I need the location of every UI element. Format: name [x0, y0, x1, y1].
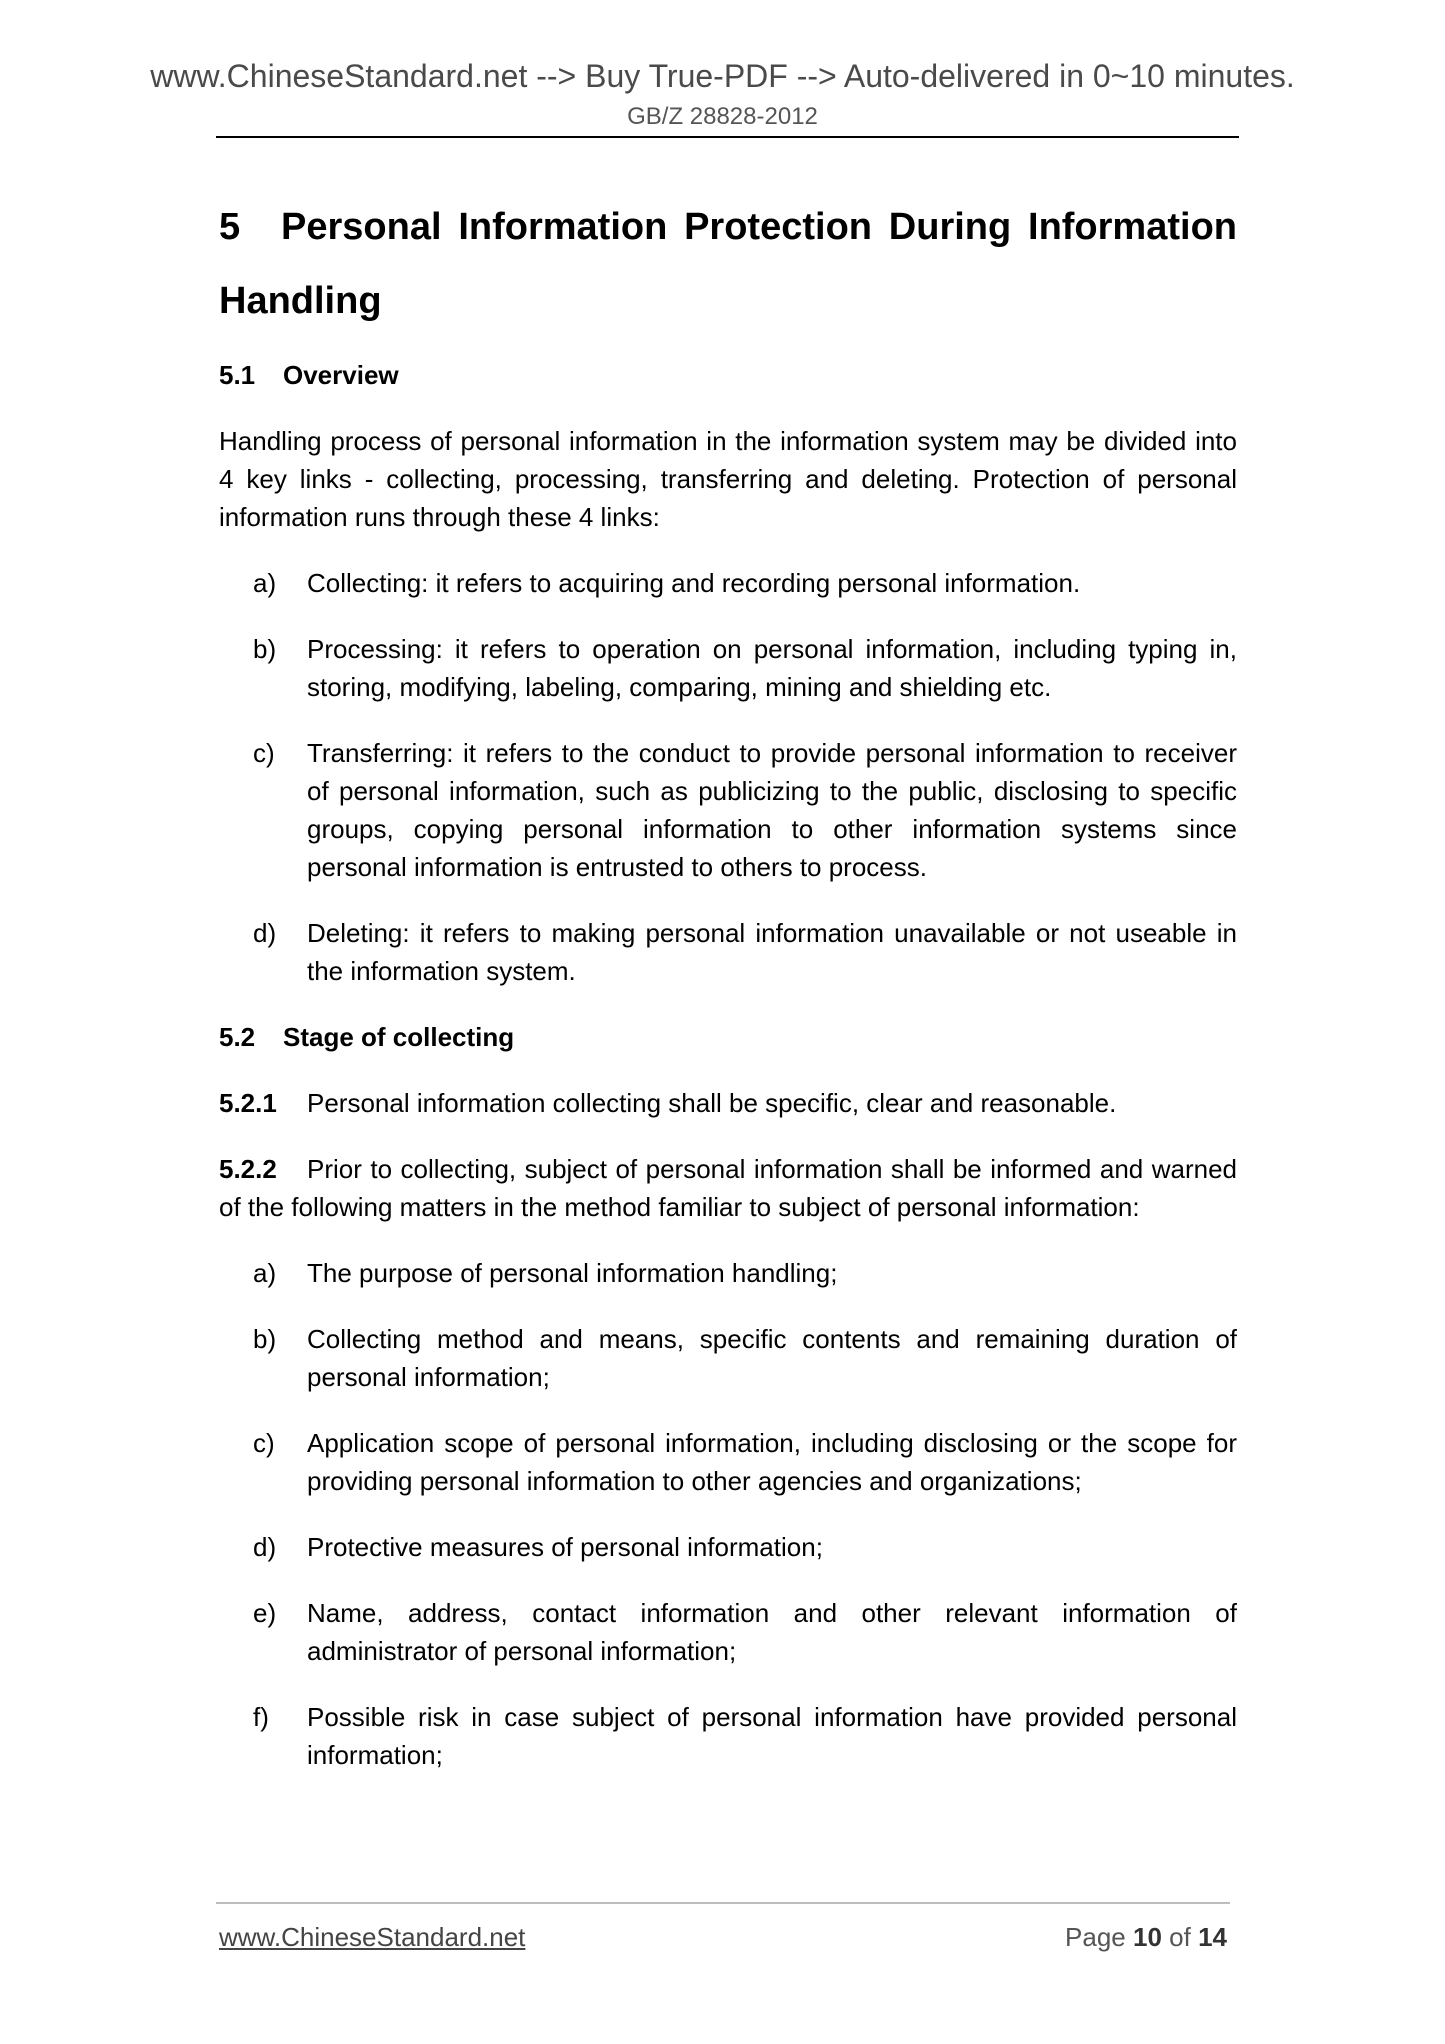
list-item — [219, 1320, 1237, 1396]
page-word: Page — [1065, 1922, 1126, 1952]
list-item-text: Transferring: it refers to the conduct to provide personal information to receiver of personal information, such as publicizing to the public, disclosing to specific groups, copying personal information to other information systems since personal information is entrusted to others to process. — [307, 738, 1237, 882]
list-item-text: Possible risk in case subject of personal information have provided personal information; — [307, 1702, 1237, 1770]
clause-5-2-2 — [219, 1150, 1237, 1226]
list-item-text: Collecting: it refers to acquiring and recording personal information. — [307, 568, 1081, 598]
section-heading-5-1 — [219, 356, 1237, 394]
list-item-text: Application scope of personal information, including disclosing or the scope for providing personal information to other agencies and organizations; — [307, 1428, 1237, 1496]
list-item-text: Processing: it refers to operation on personal information, including typing in, storing, modifying, labeling, comparing, mining and shielding etc. — [307, 634, 1237, 702]
list-item — [219, 1424, 1237, 1500]
section-title: Overview — [283, 360, 399, 390]
page-of: of — [1169, 1922, 1191, 1952]
chapter-title: Personal Information Protection During Information Handling — [219, 206, 1237, 322]
section-number: 5.2 — [219, 1022, 256, 1052]
list-item-text: Protective measures of personal information; — [307, 1532, 823, 1562]
list-marker: b) — [253, 634, 277, 664]
list-item — [219, 1528, 1237, 1566]
list-marker: a) — [253, 1258, 277, 1288]
list-item — [219, 564, 1237, 602]
standard-code: GB/Z 28828-2012 — [627, 103, 818, 130]
clause-text: Prior to collecting, subject of personal information shall be informed and warned of the following matters in the method familiar to subject of personal information: — [219, 1154, 1237, 1222]
list-marker: e) — [253, 1598, 277, 1628]
clause-text: Personal information collecting shall be specific, clear and reasonable. — [307, 1088, 1117, 1118]
list-item — [219, 914, 1237, 990]
list-marker: a) — [253, 568, 277, 598]
list-item — [219, 734, 1237, 886]
clause-number: 5.2.2 — [219, 1154, 277, 1184]
clause-5-2-1 — [219, 1084, 1237, 1122]
section-title: Stage of collecting — [283, 1022, 515, 1052]
document-body — [219, 190, 1237, 1802]
section-heading-5-2 — [219, 1018, 1237, 1056]
list-marker: b) — [253, 1324, 277, 1354]
list-marker: f) — [253, 1702, 269, 1732]
section-number: 5.1 — [219, 360, 256, 390]
list-marker: c) — [253, 738, 275, 768]
list-marker: d) — [253, 1532, 277, 1562]
page-total: 14 — [1198, 1922, 1227, 1952]
list-item — [219, 1254, 1237, 1292]
footer-divider — [216, 1902, 1230, 1904]
footer-site-link[interactable]: www.ChineseStandard.net — [219, 1922, 526, 1952]
list-item-text: Deleting: it refers to making personal information unavailable or not useable in the information system. — [307, 918, 1237, 986]
list-marker: c) — [253, 1428, 275, 1458]
overview-paragraph: Handling process of personal information in the information system may be divided into 4 key links - collecting, processing, transferring and deleting. Protection of personal information runs through these 4 links: — [219, 426, 1237, 532]
clause-number: 5.2.1 — [219, 1088, 277, 1118]
page-indicator — [1065, 1922, 1227, 1953]
list-item — [219, 1698, 1237, 1774]
chapter-number: 5 — [219, 206, 241, 248]
header-banner: www.ChineseStandard.net --> Buy True-PDF --> Auto-delivered in 0~10 minutes. — [150, 58, 1295, 94]
header-divider — [216, 136, 1239, 138]
page-current: 10 — [1133, 1922, 1162, 1952]
list-item — [219, 630, 1237, 706]
list-marker: d) — [253, 918, 277, 948]
list-item-text: Collecting method and means, specific contents and remaining duration of personal information; — [307, 1324, 1237, 1392]
list-item-text: The purpose of personal information handling; — [307, 1258, 838, 1288]
chapter-heading — [219, 190, 1237, 338]
list-item-text: Name, address, contact information and other relevant information of administrator of personal information; — [307, 1598, 1237, 1666]
list-item — [219, 1594, 1237, 1670]
